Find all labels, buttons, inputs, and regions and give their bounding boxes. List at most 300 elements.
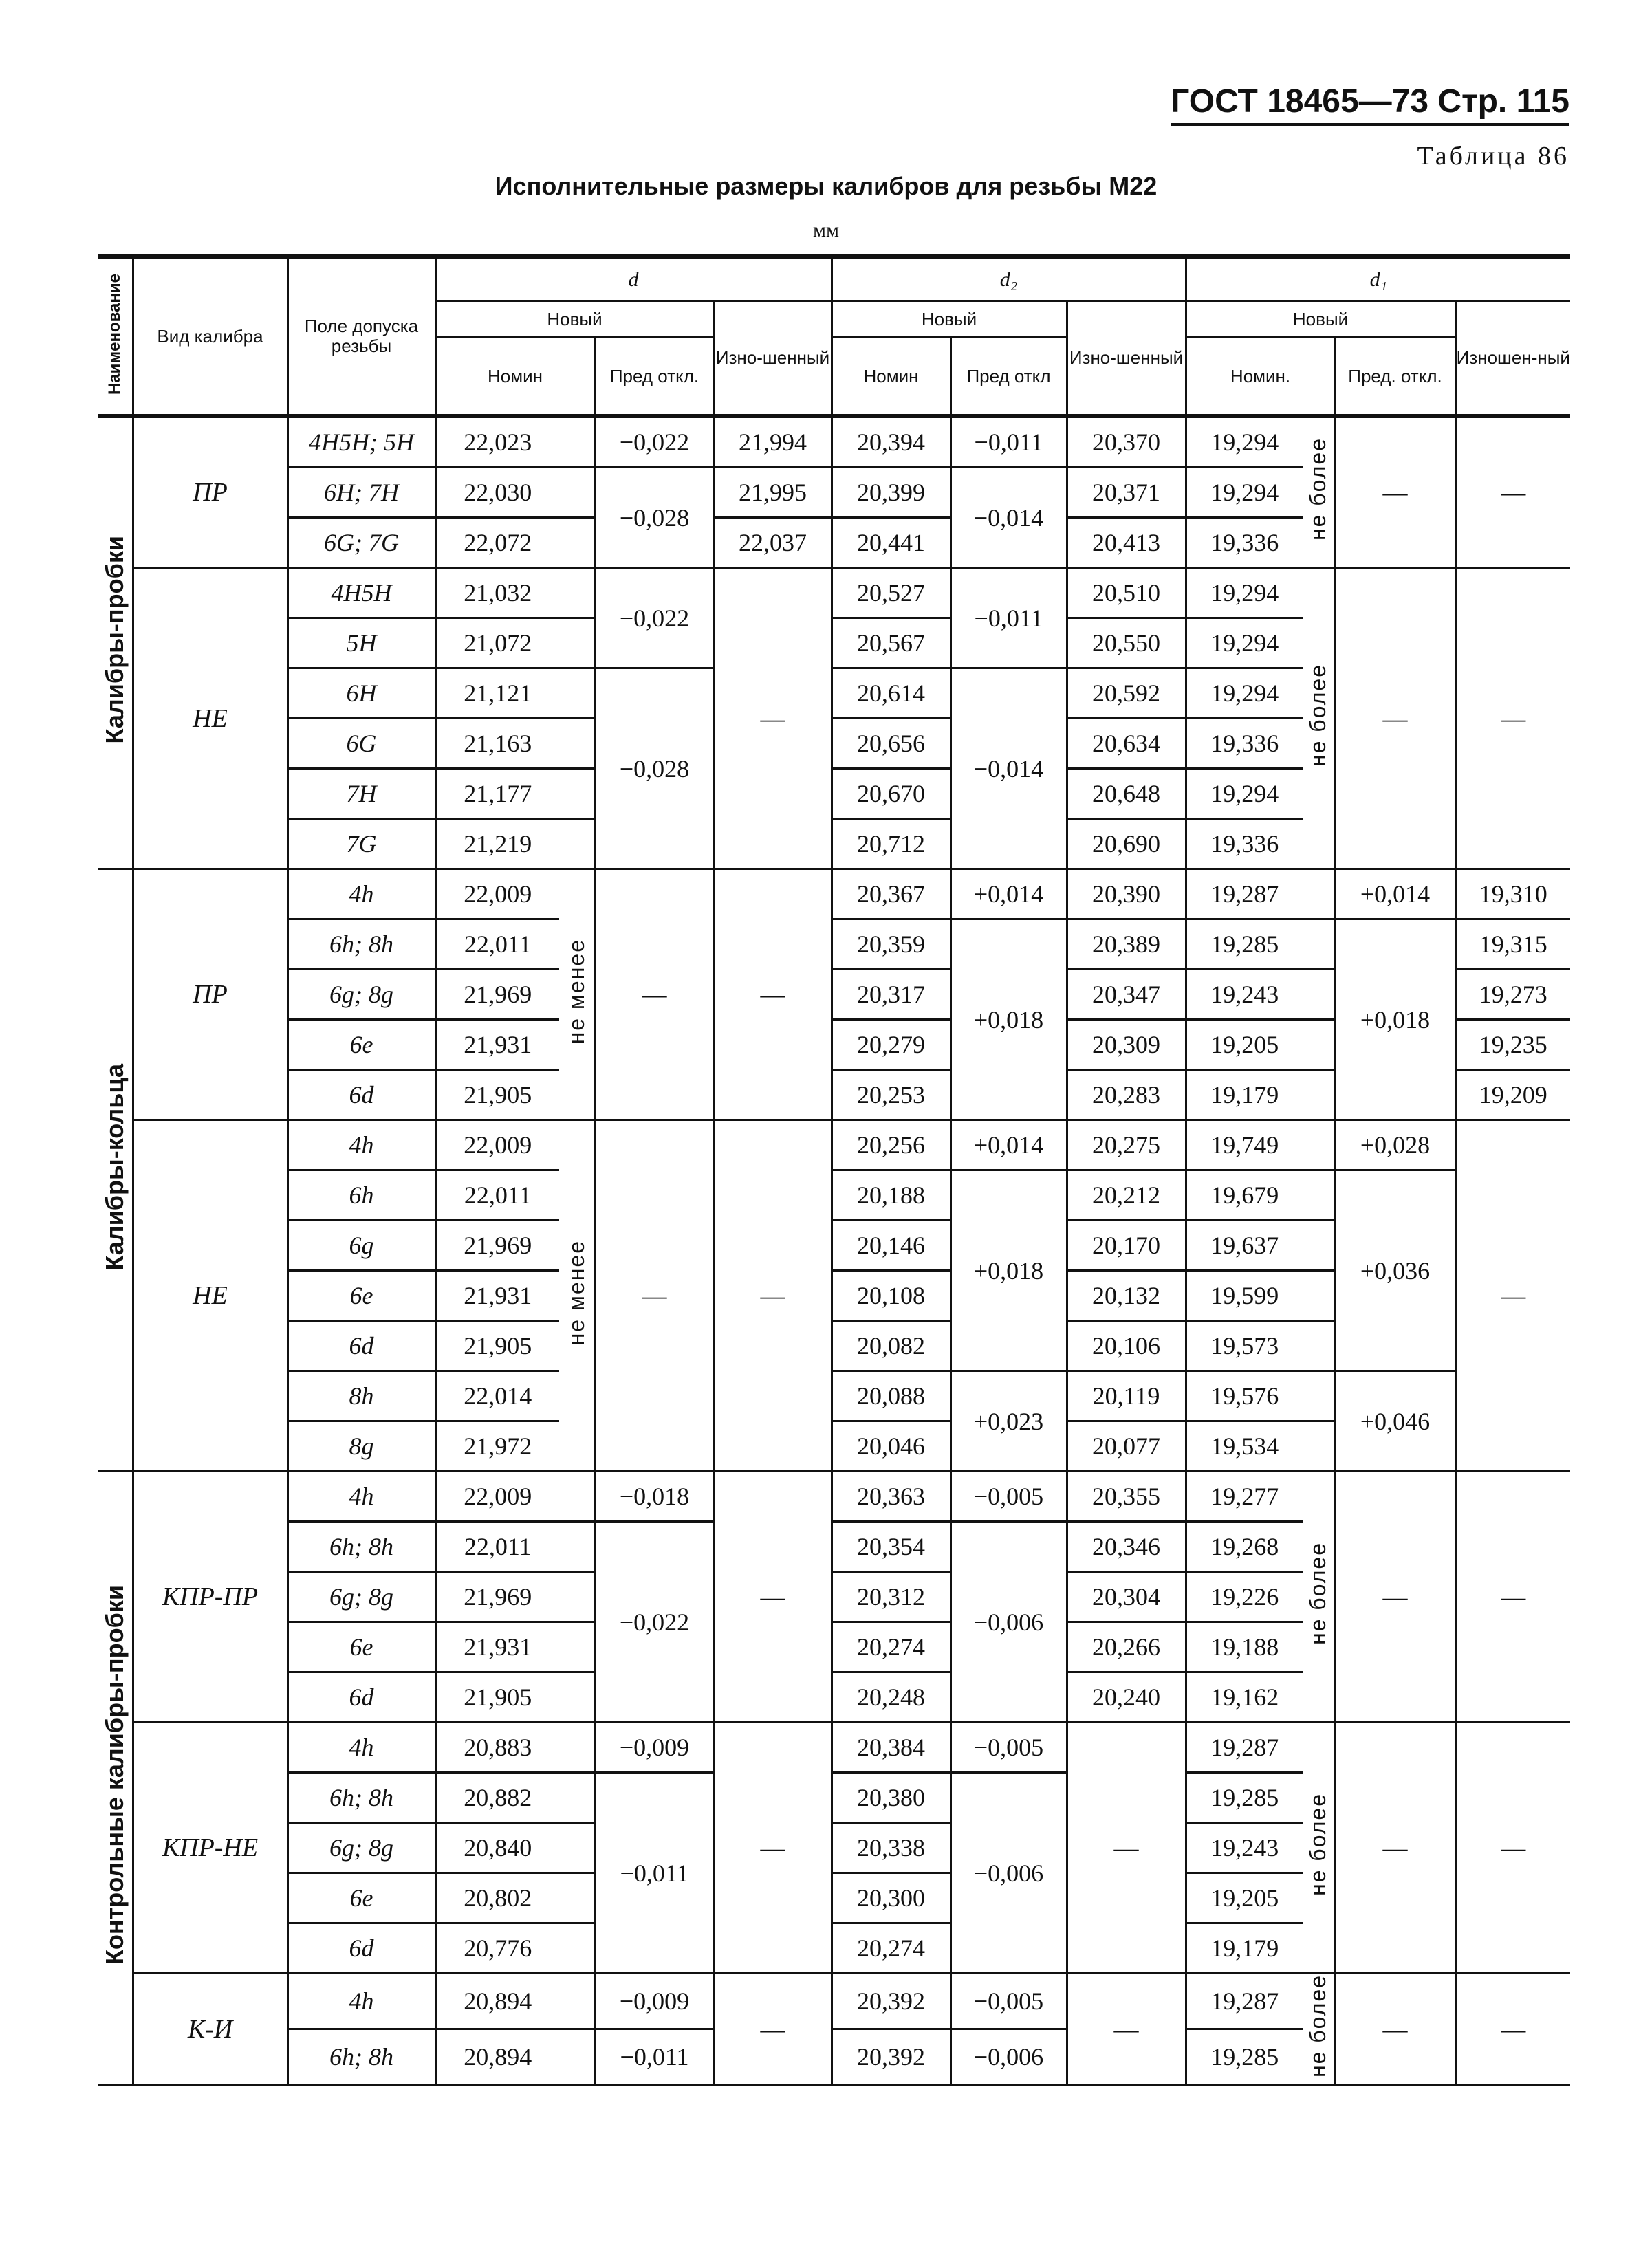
cell-d2w: — <box>1067 1974 1186 2085</box>
cell-d2n: 20,394 <box>832 416 950 468</box>
cell-d2d: −0,006 <box>950 1773 1067 1974</box>
cell-dn: 22,030 <box>435 468 559 518</box>
cell-d1d: +0,014 <box>1335 869 1455 919</box>
cell-d2n: 20,656 <box>832 719 950 769</box>
cell-d2n: 20,188 <box>832 1170 950 1221</box>
cell-d1n: 19,599 <box>1186 1271 1303 1321</box>
cell-d2d: +0,014 <box>950 869 1067 919</box>
cell-d2n: 20,317 <box>832 970 950 1020</box>
cell-d2w: 20,413 <box>1067 518 1186 568</box>
cell-dnote <box>559 568 595 618</box>
cell-field: 4h <box>287 1472 435 1522</box>
cell-d1note <box>1303 1421 1335 1472</box>
cell-d1d: — <box>1335 568 1455 869</box>
header-d1-nom: Номин. <box>1186 338 1335 417</box>
unit-label: мм <box>813 219 839 241</box>
cell-dnote <box>559 668 595 719</box>
cell-dn: 21,905 <box>435 1070 559 1120</box>
cell-dnote <box>559 468 595 518</box>
cell-d1w: 19,315 <box>1455 919 1570 970</box>
cell-dnote <box>559 1823 595 1873</box>
cell-d1note <box>1303 568 1335 869</box>
cell-d1d: — <box>1335 1472 1455 1723</box>
cell-field: 6h; 8h <box>287 1773 435 1823</box>
cell-dd: −0,022 <box>595 1522 714 1723</box>
cell-dw: 21,994 <box>714 416 832 468</box>
cell-d1w: — <box>1455 1472 1570 1723</box>
cell-dw: — <box>714 869 832 1120</box>
gauge-dimensions-table <box>98 254 1570 2086</box>
cell-d2d: +0,018 <box>950 1170 1067 1371</box>
cell-field: 6g <box>287 1221 435 1271</box>
cell-d1n: 19,576 <box>1186 1371 1303 1421</box>
cell-field: 6H <box>287 668 435 719</box>
cell-kind: НЕ <box>133 1120 287 1472</box>
cell-dd: — <box>595 869 714 1120</box>
table-row <box>98 416 1570 468</box>
cell-d2d: +0,014 <box>950 1120 1067 1170</box>
cell-d2w: 20,690 <box>1067 819 1186 869</box>
cell-d2n: 20,253 <box>832 1070 950 1120</box>
cell-dd: −0,018 <box>595 1472 714 1522</box>
cell-field: 6d <box>287 1070 435 1120</box>
cell-d1w: — <box>1455 1974 1570 2085</box>
cell-field: 6d <box>287 1321 435 1371</box>
cell-d1n: 19,336 <box>1186 819 1303 869</box>
cell-d2w: 20,371 <box>1067 468 1186 518</box>
cell-dd: −0,011 <box>595 2029 714 2085</box>
cell-d1n: 19,179 <box>1186 1070 1303 1120</box>
cell-d1note <box>1303 1221 1335 1271</box>
cell-dnote <box>559 769 595 819</box>
cell-dd: −0,028 <box>595 668 714 869</box>
cell-d1note <box>1303 1371 1335 1421</box>
cell-d2n: 20,712 <box>832 819 950 869</box>
cell-field: 6h; 8h <box>287 1522 435 1572</box>
table-row <box>98 919 1570 970</box>
cell-dn: 21,177 <box>435 769 559 819</box>
cell-dn: 22,011 <box>435 1522 559 1572</box>
header-field: Поле допуска резьбы <box>287 257 435 416</box>
cell-d2n: 20,279 <box>832 1020 950 1070</box>
cell-d1n: 19,226 <box>1186 1572 1303 1622</box>
cell-d2n: 20,108 <box>832 1271 950 1321</box>
cell-d2n: 20,338 <box>832 1823 950 1873</box>
cell-dn: 20,882 <box>435 1773 559 1823</box>
header-d1: d₁ <box>1186 257 1570 301</box>
cell-d1w: — <box>1455 416 1570 568</box>
cell-dn: 21,931 <box>435 1271 559 1321</box>
cell-dn: 20,840 <box>435 1823 559 1873</box>
table-number: Таблица 86 <box>1417 142 1569 171</box>
header-d2-dev: Пред откл <box>950 338 1067 417</box>
cell-d1n: 19,294 <box>1186 618 1303 668</box>
cell-dnote <box>559 1522 595 1572</box>
cell-d2n: 20,380 <box>832 1773 950 1823</box>
cell-dn: 21,931 <box>435 1622 559 1672</box>
cell-field: 8g <box>287 1421 435 1472</box>
cell-d2d: −0,005 <box>950 1472 1067 1522</box>
table-row <box>98 1974 1570 2029</box>
cell-field: 6h <box>287 1170 435 1221</box>
cell-dd: −0,028 <box>595 468 714 568</box>
cell-dw: — <box>714 1120 832 1472</box>
cell-dnote <box>559 1873 595 1923</box>
cell-d1note <box>1303 1271 1335 1321</box>
cell-kind: КПР-НЕ <box>133 1723 287 1974</box>
cell-d2d: −0,005 <box>950 1723 1067 1773</box>
cell-kind: ПР <box>133 416 287 568</box>
cell-d2w: 20,266 <box>1067 1622 1186 1672</box>
cell-field: 6G; 7G <box>287 518 435 568</box>
cell-field: 5H <box>287 618 435 668</box>
page-header: ГОСТ 18465—73 Стр. 115 <box>1171 83 1569 126</box>
cell-d1n: 19,573 <box>1186 1321 1303 1371</box>
cell-dn: 22,009 <box>435 1472 559 1522</box>
limit-note: не менее <box>563 1239 589 1346</box>
header-d-dev: Пред откл. <box>595 338 714 417</box>
cell-dw: — <box>714 1974 832 2085</box>
cell-dn: 21,969 <box>435 970 559 1020</box>
limit-note: не более <box>1305 437 1331 541</box>
cell-d1note <box>1303 1321 1335 1371</box>
cell-field: 7H <box>287 769 435 819</box>
limit-note: не более <box>1305 1793 1331 1897</box>
cell-d1d: +0,018 <box>1335 919 1455 1120</box>
cell-dnote <box>559 2029 595 2085</box>
cell-d1n: 19,287 <box>1186 869 1303 919</box>
cell-field: 6h; 8h <box>287 919 435 970</box>
cell-kind: КПР-ПР <box>133 1472 287 1723</box>
cell-d1n: 19,679 <box>1186 1170 1303 1221</box>
cell-d2w: 20,510 <box>1067 568 1186 618</box>
limit-note: не менее <box>563 938 589 1045</box>
table-row <box>98 1371 1570 1421</box>
cell-d1n: 19,285 <box>1186 1773 1303 1823</box>
cell-d1d: +0,036 <box>1335 1170 1455 1371</box>
cell-dd: — <box>595 1120 714 1472</box>
cell-d2d: −0,014 <box>950 468 1067 568</box>
cell-d2n: 20,146 <box>832 1221 950 1271</box>
cell-d1n: 19,162 <box>1186 1672 1303 1723</box>
cell-d1n: 19,179 <box>1186 1923 1303 1974</box>
cell-field: 8h <box>287 1371 435 1421</box>
cell-d2n: 20,312 <box>832 1572 950 1622</box>
cell-dn: 20,894 <box>435 1974 559 2029</box>
table-body <box>98 416 1570 2085</box>
cell-d2n: 20,399 <box>832 468 950 518</box>
cell-d1note <box>1303 970 1335 1020</box>
header-d: d <box>435 257 832 301</box>
cell-d1note <box>1303 919 1335 970</box>
cell-d2d: −0,006 <box>950 2029 1067 2085</box>
cell-dnote <box>559 719 595 769</box>
cell-kind: НЕ <box>133 568 287 869</box>
cell-d2w: 20,346 <box>1067 1522 1186 1572</box>
group-label: Калибры-кольца <box>100 1063 129 1271</box>
cell-d2w: 20,592 <box>1067 668 1186 719</box>
cell-dn: 20,894 <box>435 2029 559 2085</box>
cell-d2n: 20,384 <box>832 1723 950 1773</box>
cell-d2w: 20,212 <box>1067 1170 1186 1221</box>
cell-kind: ПР <box>133 869 287 1120</box>
cell-d2w: 20,309 <box>1067 1020 1186 1070</box>
cell-d1note <box>1303 1472 1335 1723</box>
cell-d1n: 19,534 <box>1186 1421 1303 1472</box>
cell-d1n: 19,294 <box>1186 416 1303 468</box>
cell-dnote <box>559 1923 595 1974</box>
table-title: Исполнительные размеры калибров для резьбы М22 <box>494 172 1158 200</box>
cell-d2n: 20,082 <box>832 1321 950 1371</box>
cell-d2n: 20,392 <box>832 1974 950 2029</box>
cell-dnote <box>559 1622 595 1672</box>
cell-field: 6h; 8h <box>287 2029 435 2085</box>
cell-d2w: 20,370 <box>1067 416 1186 468</box>
cell-field: 6d <box>287 1923 435 1974</box>
cell-d2w: 20,283 <box>1067 1070 1186 1120</box>
header-d2-nom: Номин <box>832 338 950 417</box>
cell-d2n: 20,567 <box>832 618 950 668</box>
limit-note: не более <box>1305 1542 1331 1646</box>
cell-field: 6d <box>287 1672 435 1723</box>
cell-d1n: 19,294 <box>1186 668 1303 719</box>
cell-dw: 21,995 <box>714 468 832 518</box>
table-row <box>98 1723 1570 1773</box>
cell-d2n: 20,300 <box>832 1873 950 1923</box>
cell-dn: 22,009 <box>435 869 559 919</box>
cell-field: 6g; 8g <box>287 1572 435 1622</box>
cell-d2n: 20,274 <box>832 1923 950 1974</box>
cell-d1n: 19,336 <box>1186 518 1303 568</box>
cell-d1n: 19,287 <box>1186 1723 1303 1773</box>
cell-d2w: 20,390 <box>1067 869 1186 919</box>
cell-dn: 21,969 <box>435 1572 559 1622</box>
cell-d2w: 20,347 <box>1067 970 1186 1020</box>
cell-d2n: 20,614 <box>832 668 950 719</box>
cell-grp <box>98 416 133 869</box>
cell-field: 6H; 7H <box>287 468 435 518</box>
cell-d2n: 20,354 <box>832 1522 950 1572</box>
cell-d1n: 19,205 <box>1186 1020 1303 1070</box>
cell-field: 4H5H; 5H <box>287 416 435 468</box>
cell-d1note <box>1303 1120 1335 1170</box>
cell-d1d: +0,046 <box>1335 1371 1455 1472</box>
cell-dw: — <box>714 1723 832 1974</box>
cell-field: 4H5H <box>287 568 435 618</box>
header-d-worn: Изно-шенный <box>714 301 832 417</box>
cell-field: 4h <box>287 1120 435 1170</box>
cell-dn: 21,121 <box>435 668 559 719</box>
cell-grp <box>98 1472 133 2085</box>
cell-d2n: 20,367 <box>832 869 950 919</box>
cell-d2n: 20,670 <box>832 769 950 819</box>
cell-dnote <box>559 1572 595 1622</box>
cell-d2n: 20,248 <box>832 1672 950 1723</box>
cell-d1w: — <box>1455 1120 1570 1472</box>
cell-dnote <box>559 1974 595 2029</box>
cell-dnote <box>559 1472 595 1522</box>
cell-dd: −0,009 <box>595 1974 714 2029</box>
header-d1-dev: Пред. откл. <box>1335 338 1455 417</box>
cell-d1d: +0,028 <box>1335 1120 1455 1170</box>
table-row <box>98 1120 1570 1170</box>
cell-dn: 20,776 <box>435 1923 559 1974</box>
cell-d1d: — <box>1335 416 1455 568</box>
cell-dnote <box>559 869 595 1120</box>
cell-d2n: 20,274 <box>832 1622 950 1672</box>
cell-d1n: 19,336 <box>1186 719 1303 769</box>
cell-dd: −0,009 <box>595 1723 714 1773</box>
cell-d2w: 20,077 <box>1067 1421 1186 1472</box>
cell-dnote <box>559 1120 595 1472</box>
cell-dnote <box>559 518 595 568</box>
cell-dn: 21,905 <box>435 1321 559 1371</box>
cell-d1note <box>1303 1723 1335 1974</box>
cell-d1n: 19,294 <box>1186 769 1303 819</box>
cell-d1n: 19,285 <box>1186 919 1303 970</box>
cell-d2n: 20,441 <box>832 518 950 568</box>
limit-note: не более <box>1305 1974 1331 2078</box>
cell-field: 6e <box>287 1873 435 1923</box>
cell-dw: — <box>714 1472 832 1723</box>
cell-d1w: — <box>1455 568 1570 869</box>
cell-d1d: — <box>1335 1723 1455 1974</box>
cell-field: 6g; 8g <box>287 1823 435 1873</box>
cell-d1note <box>1303 416 1335 568</box>
cell-d2n: 20,363 <box>832 1472 950 1522</box>
cell-d1n: 19,294 <box>1186 568 1303 618</box>
header-d1-new: Новый <box>1186 301 1455 338</box>
cell-dn: 22,009 <box>435 1120 559 1170</box>
cell-dn: 21,032 <box>435 568 559 618</box>
cell-d1w: 19,235 <box>1455 1020 1570 1070</box>
group-label: Калибры-пробки <box>100 536 129 744</box>
cell-d2w: 20,304 <box>1067 1572 1186 1622</box>
cell-dn: 21,931 <box>435 1020 559 1070</box>
cell-d1n: 19,287 <box>1186 1974 1303 2029</box>
cell-d1note <box>1303 869 1335 919</box>
cell-d2d: +0,023 <box>950 1371 1067 1472</box>
cell-field: 6G <box>287 719 435 769</box>
table-row <box>98 568 1570 618</box>
cell-d2w: 20,648 <box>1067 769 1186 819</box>
cell-d1n: 19,188 <box>1186 1622 1303 1672</box>
cell-d1note <box>1303 1070 1335 1120</box>
cell-field: 6e <box>287 1622 435 1672</box>
cell-d1n: 19,749 <box>1186 1120 1303 1170</box>
limit-note: не более <box>1305 663 1331 767</box>
cell-d1n: 19,637 <box>1186 1221 1303 1271</box>
cell-d2w: 20,275 <box>1067 1120 1186 1170</box>
cell-dn: 21,905 <box>435 1672 559 1723</box>
cell-dn: 22,011 <box>435 1170 559 1221</box>
cell-d2w: 20,355 <box>1067 1472 1186 1522</box>
cell-d2n: 20,088 <box>832 1371 950 1421</box>
cell-d2d: −0,006 <box>950 1522 1067 1723</box>
cell-dn: 21,219 <box>435 819 559 869</box>
cell-d2n: 20,046 <box>832 1421 950 1472</box>
cell-field: 6e <box>287 1020 435 1070</box>
header-name: Наименование <box>98 257 133 416</box>
cell-dnote <box>559 1773 595 1823</box>
cell-dnote <box>559 416 595 468</box>
header-d2-worn: Изно-шенный <box>1067 301 1186 417</box>
cell-d2w: — <box>1067 1723 1186 1974</box>
cell-d1n: 19,285 <box>1186 2029 1303 2085</box>
cell-d2w: 20,119 <box>1067 1371 1186 1421</box>
cell-d2w: 20,106 <box>1067 1321 1186 1371</box>
cell-dn: 21,163 <box>435 719 559 769</box>
cell-d2n: 20,527 <box>832 568 950 618</box>
cell-field: 6g; 8g <box>287 970 435 1020</box>
cell-d2n: 20,359 <box>832 919 950 970</box>
cell-d1w: 19,209 <box>1455 1070 1570 1120</box>
header-d2-new: Новый <box>832 301 1067 338</box>
cell-d2w: 20,634 <box>1067 719 1186 769</box>
cell-d1w: 19,310 <box>1455 869 1570 919</box>
cell-d1w: 19,273 <box>1455 970 1570 1020</box>
cell-d2d: −0,005 <box>950 1974 1067 2029</box>
cell-d1n: 19,243 <box>1186 1823 1303 1873</box>
table-row <box>98 1472 1570 1522</box>
cell-dnote <box>559 618 595 668</box>
cell-d1note <box>1303 1020 1335 1070</box>
cell-dnote <box>559 1723 595 1773</box>
cell-dn: 22,011 <box>435 919 559 970</box>
cell-d2d: −0,011 <box>950 568 1067 668</box>
cell-dn: 22,072 <box>435 518 559 568</box>
header-kind: Вид калибра <box>133 257 287 416</box>
cell-dw: — <box>714 568 832 869</box>
cell-d2d: +0,018 <box>950 919 1067 1120</box>
cell-d1note <box>1303 1974 1335 2085</box>
header-d-new: Новый <box>435 301 714 338</box>
cell-dn: 21,972 <box>435 1421 559 1472</box>
cell-d2n: 20,256 <box>832 1120 950 1170</box>
cell-dn: 20,883 <box>435 1723 559 1773</box>
cell-d1n: 19,294 <box>1186 468 1303 518</box>
cell-dn: 21,072 <box>435 618 559 668</box>
cell-d2d: −0,011 <box>950 416 1067 468</box>
header-d1-worn: Изношен-ный <box>1455 301 1570 417</box>
cell-field: 4h <box>287 869 435 919</box>
cell-dnote <box>559 1672 595 1723</box>
cell-field: 4h <box>287 1974 435 2029</box>
group-label: Контрольные калибры-пробки <box>100 1585 129 1965</box>
cell-field: 4h <box>287 1723 435 1773</box>
cell-dn: 21,969 <box>435 1221 559 1271</box>
cell-dn: 22,023 <box>435 416 559 468</box>
header-d2: d₂ <box>832 257 1186 301</box>
cell-field: 6e <box>287 1271 435 1321</box>
cell-kind: К-И <box>133 1974 287 2085</box>
cell-d2n: 20,392 <box>832 2029 950 2085</box>
cell-d1n: 19,205 <box>1186 1873 1303 1923</box>
cell-dn: 20,802 <box>435 1873 559 1923</box>
cell-field: 7G <box>287 819 435 869</box>
cell-d2w: 20,132 <box>1067 1271 1186 1321</box>
cell-dn: 22,014 <box>435 1371 559 1421</box>
cell-dd: −0,022 <box>595 416 714 468</box>
cell-dd: −0,011 <box>595 1773 714 1974</box>
cell-grp <box>98 869 133 1472</box>
cell-d2d: −0,014 <box>950 668 1067 869</box>
cell-d2w: 20,550 <box>1067 618 1186 668</box>
cell-dw: 22,037 <box>714 518 832 568</box>
table-row <box>98 1170 1570 1221</box>
cell-d2w: 20,389 <box>1067 919 1186 970</box>
cell-d2w: 20,240 <box>1067 1672 1186 1723</box>
